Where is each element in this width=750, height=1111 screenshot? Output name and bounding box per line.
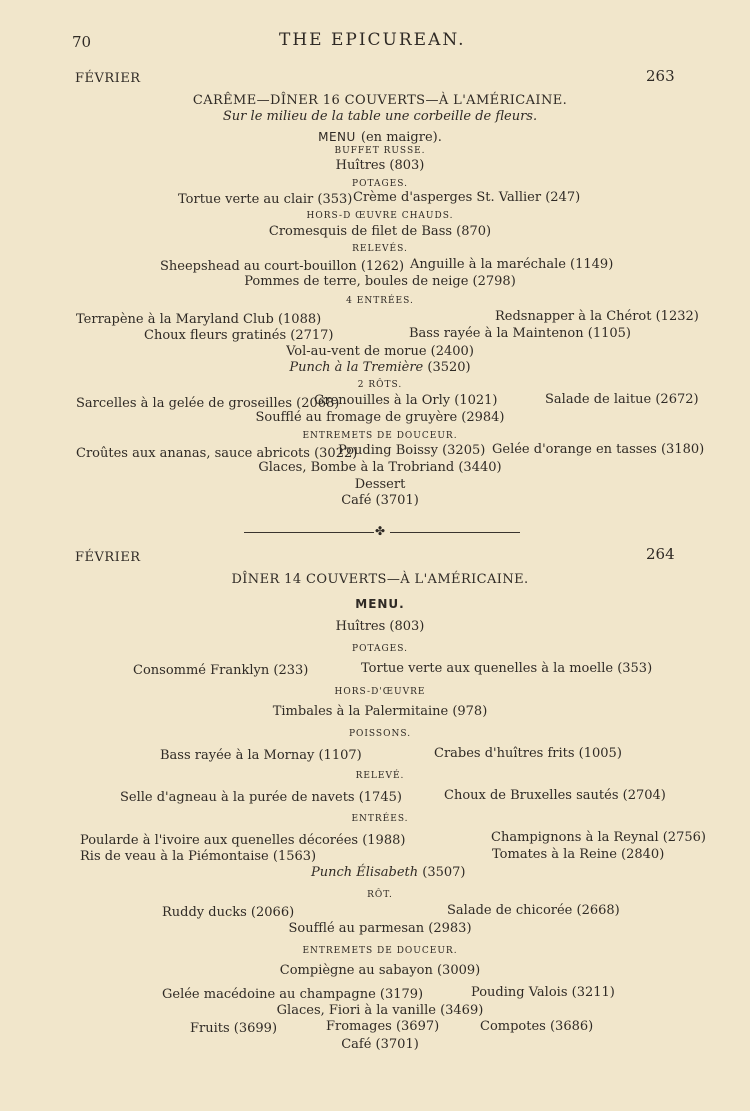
menu-264-rot-heading: RÔT. <box>367 890 393 900</box>
menu-264-punch-num: (3507) <box>422 865 466 880</box>
menu-263-huitres: Huîtres (803) <box>335 158 425 173</box>
menu-264-entremets-item: Compiègne au sabayon (3009) <box>279 963 481 978</box>
menu-263-releve-right: Anguille à la maréchale (1149) <box>410 257 614 272</box>
menu-263-dessert: Dessert <box>354 477 406 492</box>
menu-263-buffet-heading: BUFFET RUSSE. <box>334 146 426 156</box>
menu-263-hors-item: Cromesquis de filet de Bass (870) <box>268 224 492 239</box>
menu-264-potage-left: Consommé Franklyn (233) <box>133 663 309 678</box>
divider-rule-left <box>244 532 374 533</box>
menu-263-rots-heading: 2 RÔTS. <box>357 380 403 390</box>
menu-264-souffle: Soufflé au parmesan (2983) <box>288 921 472 936</box>
menu-263-entree-left: Terrapène à la Maryland Club (1088) <box>76 312 322 327</box>
menu-263-entree-right: Redsnapper à la Chérot (1232) <box>495 309 699 324</box>
menu-264-punch <box>311 865 466 880</box>
menu-263-entrees-heading: 4 ENTRÉES. <box>346 296 414 306</box>
menu-263-subtitle: Sur le milieu de la table une corbeille de fleurs. <box>222 109 538 124</box>
menu-263-rot-center: Grenouilles à la Orly (1021) <box>314 393 498 408</box>
menu-264-title: DÎNER 14 COUVERTS—À L'AMÉRICAINE. <box>231 572 529 587</box>
menu-263-menu-note: (en maigre). <box>360 130 442 145</box>
menu-264-fruits: Fruits (3699) <box>190 1021 278 1036</box>
menu-264-number: 264 <box>646 545 675 563</box>
menu-263-potage-right: Crème d'asperges St. Vallier (247) <box>353 190 581 205</box>
menu-264-entree-left1: Poularde à l'ivoire aux quenelles décorées (1988) <box>80 833 406 848</box>
menu-264-month: FÉVRIER <box>75 550 141 565</box>
menu-264-releve-right: Choux de Bruxelles sautés (2704) <box>444 788 666 803</box>
menu-264-fromages: Fromages (3697) <box>326 1019 440 1034</box>
menu-264-poisson-left: Bass rayée à la Mornay (1107) <box>160 748 362 763</box>
menu-263-entremets-right: Gelée d'orange en tasses (3180) <box>492 442 705 457</box>
menu-264-menu-word: MENU. <box>355 597 405 611</box>
menu-264-releve-left: Selle d'agneau à la purée de navets (1745) <box>120 790 402 805</box>
menu-264-cafe: Café (3701) <box>341 1037 419 1052</box>
page-number: 70 <box>72 33 92 51</box>
menu-264-entree-right2: Tomates à la Reine (2840) <box>492 847 665 862</box>
menu-263-entree-left2: Choux fleurs gratinés (2717) <box>144 328 334 343</box>
menu-264-potage-right: Tortue verte aux quenelles à la moelle (353) <box>361 661 653 676</box>
menu-264-huitres: Huîtres (803) <box>335 619 425 634</box>
running-title: THE EPICUREAN. <box>279 30 466 50</box>
menu-263-hors-heading: HORS-D ŒUVRE CHAUDS. <box>306 211 454 221</box>
menu-264-hors-item: Timbales à la Palermitaine (978) <box>272 704 488 719</box>
menu-264-hors-heading: HORS-D'ŒUVRE <box>334 687 426 697</box>
menu-263-rot-right: Salade de laitue (2672) <box>545 392 699 407</box>
menu-263-punch-name: Punch à la Tremière <box>289 360 424 375</box>
menu-264-glaces: Glaces, Fiori à la vanille (3469) <box>276 1003 484 1018</box>
menu-263-potages-heading: POTAGES. <box>352 179 408 189</box>
menu-264-releve-heading: RELEVÉ. <box>355 771 405 781</box>
menu-263-punch <box>0 360 750 375</box>
menu-263-releves-heading: RELEVÉS. <box>352 244 408 254</box>
menu-263-rot-left: Sarcelles à la gelée de groseilles (2068) <box>76 396 340 411</box>
menu-264-compotes: Compotes (3686) <box>480 1019 594 1034</box>
menu-263-souffle: Soufflé au fromage de gruyère (2984) <box>255 410 505 425</box>
menu-264-gelee: Gelée macédoine au champagne (3179) <box>162 987 424 1002</box>
menu-264-rot-left: Ruddy ducks (2066) <box>162 905 295 920</box>
divider-rule-right <box>390 532 520 533</box>
menu-264-pouding: Pouding Valois (3211) <box>471 985 615 1000</box>
menu-264-entremets-heading: ENTREMETS DE DOUCEUR. <box>302 946 458 956</box>
menu-264-poisson-right: Crabes d'huîtres frits (1005) <box>434 746 622 761</box>
menu-263-volauvent: Vol-au-vent de morue (2400) <box>286 344 474 359</box>
divider-ornament-icon: ✤ <box>375 524 386 538</box>
menu-264-entree-left2: Ris de veau à la Piémontaise (1563) <box>80 849 317 864</box>
menu-264-rot-right: Salade de chicorée (2668) <box>447 903 620 918</box>
menu-263-title: CARÊME—DÎNER 16 COUVERTS—À L'AMÉRICAINE. <box>192 93 568 108</box>
menu-263-entremets-left: Croûtes aux ananas, sauce abricots (3022) <box>76 446 358 461</box>
menu-263-glaces: Glaces, Bombe à la Trobriand (3440) <box>258 460 502 475</box>
menu-264-entrees-heading: ENTRÉES. <box>351 814 409 824</box>
menu-263-cafe: Café (3701) <box>341 493 419 508</box>
menu-263-releve-left: Sheepshead au court-bouillon (1262) <box>160 259 405 274</box>
menu-264-potages-heading: POTAGES. <box>352 644 408 654</box>
menu-263-punch-num: (3520) <box>427 360 471 375</box>
menu-263-menu-word: MENU <box>318 130 356 144</box>
menu-264-entree-right1: Champignons à la Reynal (2756) <box>491 830 706 845</box>
menu-263-entremets-heading: ENTREMETS DE DOUCEUR. <box>302 431 458 441</box>
menu-263-month: FÉVRIER <box>75 71 141 86</box>
menu-263-menu-heading <box>0 126 750 145</box>
menu-263-entremets-center: Pouding Boissy (3205) <box>338 443 486 458</box>
menu-264-poissons-heading: POISSONS. <box>348 729 412 739</box>
menu-263-entree-right2: Bass rayée à la Maintenon (1105) <box>409 326 631 341</box>
menu-263-number: 263 <box>646 67 675 85</box>
menu-264-punch-name: Punch Élisabeth <box>311 865 419 880</box>
menu-263-potage-left: Tortue verte au clair (353) <box>178 192 353 207</box>
menu-263-releve-center: Pommes de terre, boules de neige (2798) <box>244 274 516 289</box>
